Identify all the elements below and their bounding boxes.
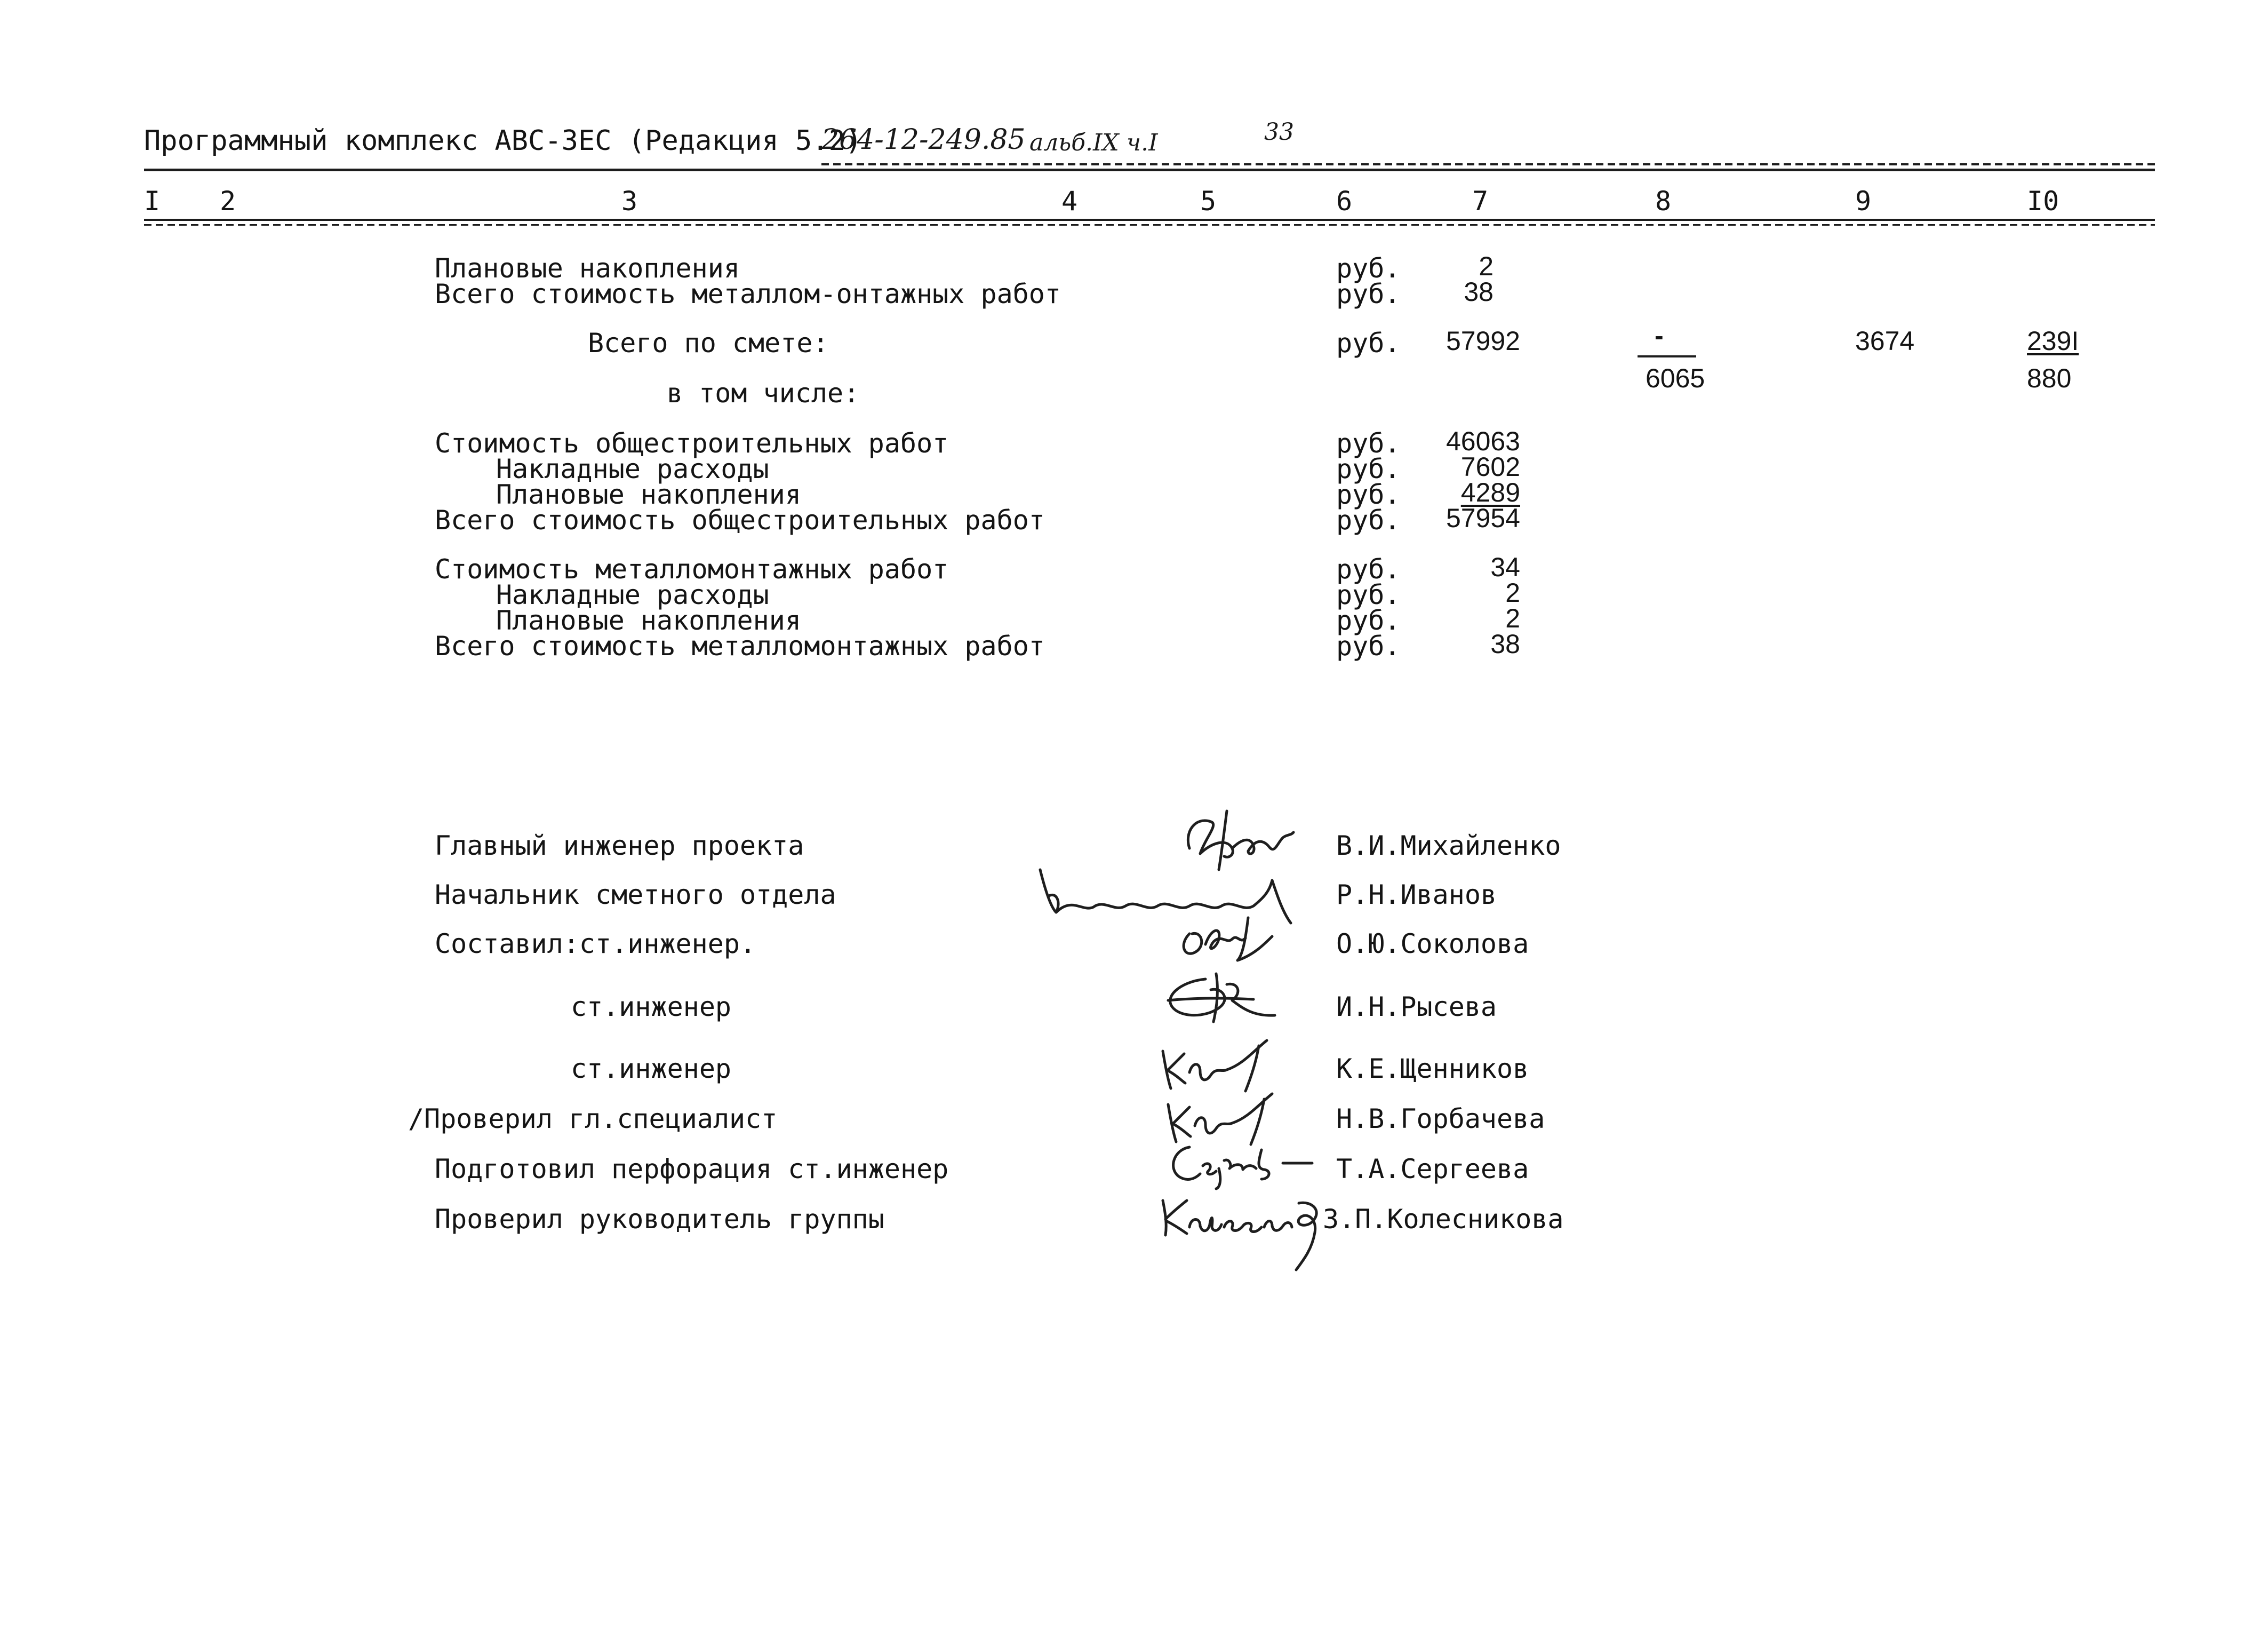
page-number-handwritten: 33: [1264, 118, 1294, 146]
line-item-label: Всего стоимость общестроительных работ: [435, 505, 1045, 536]
line-item-unit: руб.: [1336, 579, 1401, 610]
signer-role: ст.инженер: [571, 991, 732, 1022]
line-item-value: 57954: [1446, 503, 1520, 533]
line-item-label: Накладные расходы: [496, 579, 769, 610]
handwritten-signature: [1157, 968, 1280, 1027]
line-item-label: Стоимость общестроительных работ: [435, 428, 949, 459]
estimate-total-col8-bottom: 6065: [1646, 363, 1705, 393]
header-top-rule: [144, 169, 2155, 171]
column-number-5: 5: [1200, 186, 1217, 217]
column-number-3: 3: [621, 186, 638, 217]
line-item-label: Всего стоимость металломонтажных работ: [435, 631, 1045, 662]
signer-name: Р.Н.Иванов: [1336, 879, 1497, 910]
column-number-1: I: [144, 186, 161, 217]
signer-name: К.Е.Щенников: [1336, 1053, 1529, 1084]
line-item-value: 34: [1490, 552, 1520, 582]
signer-role: Подготовил перфорация ст.инженер: [435, 1154, 949, 1184]
column-header-dashed-rule: [144, 224, 2155, 226]
estimate-total-label: Всего по смете:: [588, 328, 829, 359]
column-number-7: 7: [1472, 186, 1489, 217]
album-reference-handwritten: альб.IX ч.I: [1029, 129, 1158, 156]
signer-role: Проверил руководитель группы: [435, 1204, 884, 1235]
row-label: Плановые накопления: [435, 253, 740, 284]
line-item-label: Стоимость металломонтажных работ: [435, 554, 949, 585]
column-number-10: I0: [2027, 186, 2059, 217]
row-value: 38: [1464, 277, 1494, 307]
signer-name: Н.В.Горбачева: [1336, 1103, 1545, 1134]
line-item-value: 46063: [1446, 426, 1520, 456]
estimate-total-col9: 3674: [1855, 326, 1915, 356]
signer-name: В.И.Михайленко: [1336, 830, 1561, 861]
estimate-total-col8-top: -: [1655, 321, 1664, 351]
column-header-underline: [144, 219, 2155, 221]
row-value: 2: [1479, 251, 1494, 281]
line-item-label: Накладные расходы: [496, 454, 769, 484]
estimate-total-col10-top: 239I: [2027, 326, 2079, 356]
line-item-label: Плановые накопления: [496, 479, 801, 510]
row-unit: руб.: [1336, 253, 1401, 284]
column-number-9: 9: [1855, 186, 1872, 217]
line-item-unit: руб.: [1336, 454, 1401, 484]
row-label: Всего стоимость металлом-онтажных работ: [435, 279, 1061, 309]
signer-name: И.Н.Рысева: [1336, 991, 1497, 1022]
line-item-value: 38: [1490, 629, 1520, 659]
signer-role: Составил:ст.инженер.: [435, 928, 756, 959]
line-item-value: 7602: [1460, 452, 1520, 482]
row-unit: руб.: [1336, 279, 1401, 309]
header-top-dashed-rule: [821, 163, 2155, 165]
signer-role: /Проверил гл.специалист: [408, 1103, 778, 1134]
line-item-unit: руб.: [1336, 631, 1401, 662]
column-number-8: 8: [1655, 186, 1672, 217]
column-number-2: 2: [220, 186, 236, 217]
column-number-4: 4: [1061, 186, 1078, 217]
estimate-col8-fraction-line: [1638, 355, 1696, 357]
line-item-value: 2: [1505, 578, 1520, 608]
column-number-6: 6: [1336, 186, 1353, 217]
line-item-unit: руб.: [1336, 605, 1401, 636]
signer-role: Начальник сметного отдела: [435, 879, 836, 910]
including-label: в том числе:: [667, 378, 860, 409]
line-item-label: Плановые накопления: [496, 605, 801, 636]
line-item-unit: руб.: [1336, 505, 1401, 536]
signer-name: Т.А.Сергеева: [1336, 1154, 1529, 1184]
document-code-handwritten: 264-12-249.85: [821, 124, 1026, 156]
signer-role: Главный инженер проекта: [435, 830, 804, 861]
signer-name: О.Ю.Соколова: [1336, 928, 1529, 959]
signer-name: З.П.Колесникова: [1323, 1204, 1564, 1235]
handwritten-signature: [1173, 907, 1280, 966]
line-item-value: 4289: [1460, 478, 1520, 507]
signer-role: ст.инженер: [571, 1053, 732, 1084]
handwritten-signature: [1152, 1184, 1349, 1275]
line-item-unit: руб.: [1336, 428, 1401, 459]
estimate-total-unit: руб.: [1336, 328, 1401, 359]
line-item-value: 2: [1505, 603, 1520, 633]
program-title: Программный комплекс АВС-ЗЕС (Редакция 5.2): [144, 125, 863, 157]
line-item-unit: руб.: [1336, 554, 1401, 585]
estimate-total-value: 57992: [1446, 326, 1520, 356]
estimate-total-col10-bottom: 880: [2027, 363, 2072, 393]
line-item-unit: руб.: [1336, 479, 1401, 510]
handwritten-signature: [1163, 1136, 1323, 1190]
